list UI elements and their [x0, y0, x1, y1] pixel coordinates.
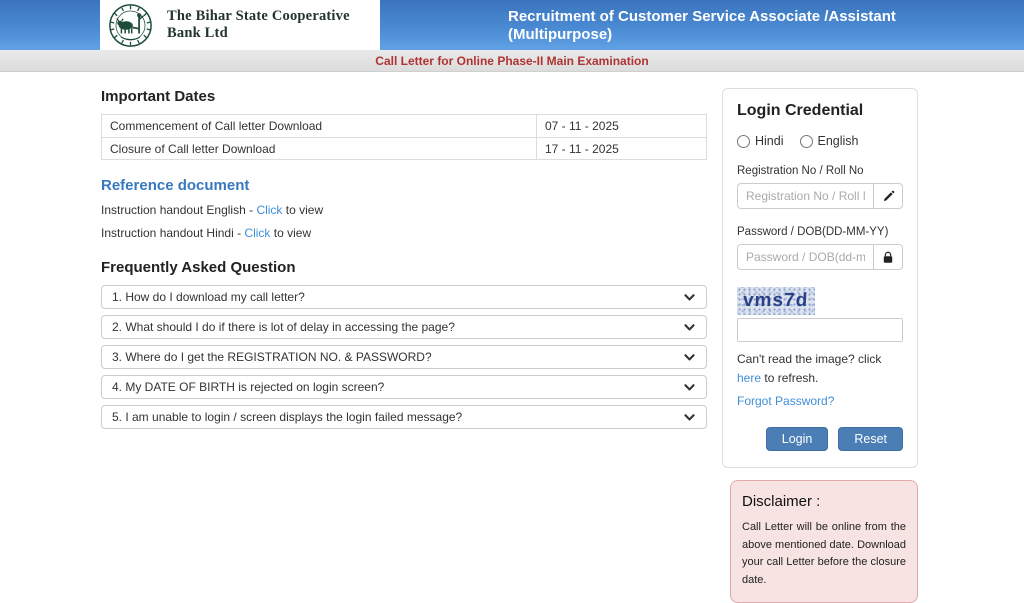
bank-seal-icon	[108, 3, 153, 48]
bank-name: The Bihar State Cooperative Bank Ltd	[167, 8, 350, 41]
language-radio-group	[737, 134, 903, 148]
disclaimer-heading: Disclaimer :	[742, 493, 821, 511]
important-dates-table	[101, 114, 707, 160]
reference-document-heading: Reference document	[101, 177, 250, 194]
disclaimer-box	[730, 480, 918, 602]
reset-button[interactable]: Reset	[838, 427, 903, 451]
hindi-radio-input[interactable]	[737, 135, 750, 148]
captcha-image	[737, 287, 815, 315]
chevron-down-icon	[683, 381, 696, 394]
page-header	[0, 0, 1024, 50]
captcha-text: vms7d	[742, 290, 810, 311]
registration-label: Registration No / Roll No	[737, 165, 864, 177]
faq-item-2[interactable]: 2. What should I do if there is lot of delay in accessing the page?	[101, 315, 707, 339]
captcha-refresh-note: Can't read the image? click here to refresh.	[737, 352, 882, 385]
english-handout-click-link[interactable]: Click	[256, 203, 283, 217]
bank-logo-box	[100, 0, 380, 50]
faq-item-5[interactable]: 5. I am unable to login / screen displays the login failed message?	[101, 405, 707, 429]
date-value: 07 - 11 - 2025	[536, 115, 706, 137]
disclaimer-text: Call Letter will be online from the above mentioned date. Download your call Letter before the closure date.	[742, 521, 906, 586]
instruction-handout-hindi: Instruction handout Hindi - Click to view	[101, 226, 312, 240]
captcha-refresh-link[interactable]: here	[737, 370, 762, 385]
english-radio-input[interactable]	[800, 135, 813, 148]
chevron-down-icon	[683, 291, 696, 304]
radio-hindi[interactable]: Hindi	[737, 134, 784, 148]
password-label: Password / DOB(DD-MM-YY)	[737, 226, 889, 238]
hindi-handout-click-link[interactable]: Click	[244, 226, 271, 240]
instruction-handout-english: Instruction handout English - Click to view	[101, 203, 324, 217]
pencil-icon[interactable]	[873, 183, 903, 209]
exam-subtitle: Call Letter for Online Phase-II Main Examination	[375, 53, 649, 68]
exam-subtitle-bar	[0, 50, 1024, 72]
faq-item-3[interactable]: 3. Where do I get the REGISTRATION NO. & PASSWORD?	[101, 345, 707, 369]
faq-item-1[interactable]: 1. How do I download my call letter?	[101, 285, 707, 309]
chevron-down-icon	[683, 351, 696, 364]
date-value: 17 - 11 - 2025	[536, 138, 706, 159]
date-label: Commencement of Call letter Download	[110, 119, 323, 133]
login-button[interactable]: Login	[766, 427, 829, 451]
page-title: Recruitment of Customer Service Associate /Assistant (Multipurpose)	[508, 8, 896, 43]
faq-item-4[interactable]: 4. My DATE OF BIRTH is rejected on login screen?	[101, 375, 707, 399]
radio-english[interactable]: English	[800, 134, 859, 148]
table-row	[102, 137, 706, 159]
date-label: Closure of Call letter Download	[110, 141, 276, 156]
chevron-down-icon	[683, 321, 696, 334]
login-credential-heading: Login Credential	[737, 102, 864, 119]
important-dates-heading: Important Dates	[101, 88, 216, 105]
captcha-input[interactable]	[737, 318, 903, 342]
table-row	[102, 115, 706, 137]
forgot-password-link[interactable]: Forgot Password?	[737, 394, 835, 409]
lock-icon[interactable]	[873, 244, 903, 270]
password-input[interactable]	[737, 244, 873, 270]
login-panel	[722, 88, 918, 468]
registration-input[interactable]	[737, 183, 873, 209]
faq-heading: Frequently Asked Question	[101, 259, 296, 276]
chevron-down-icon	[683, 411, 696, 424]
